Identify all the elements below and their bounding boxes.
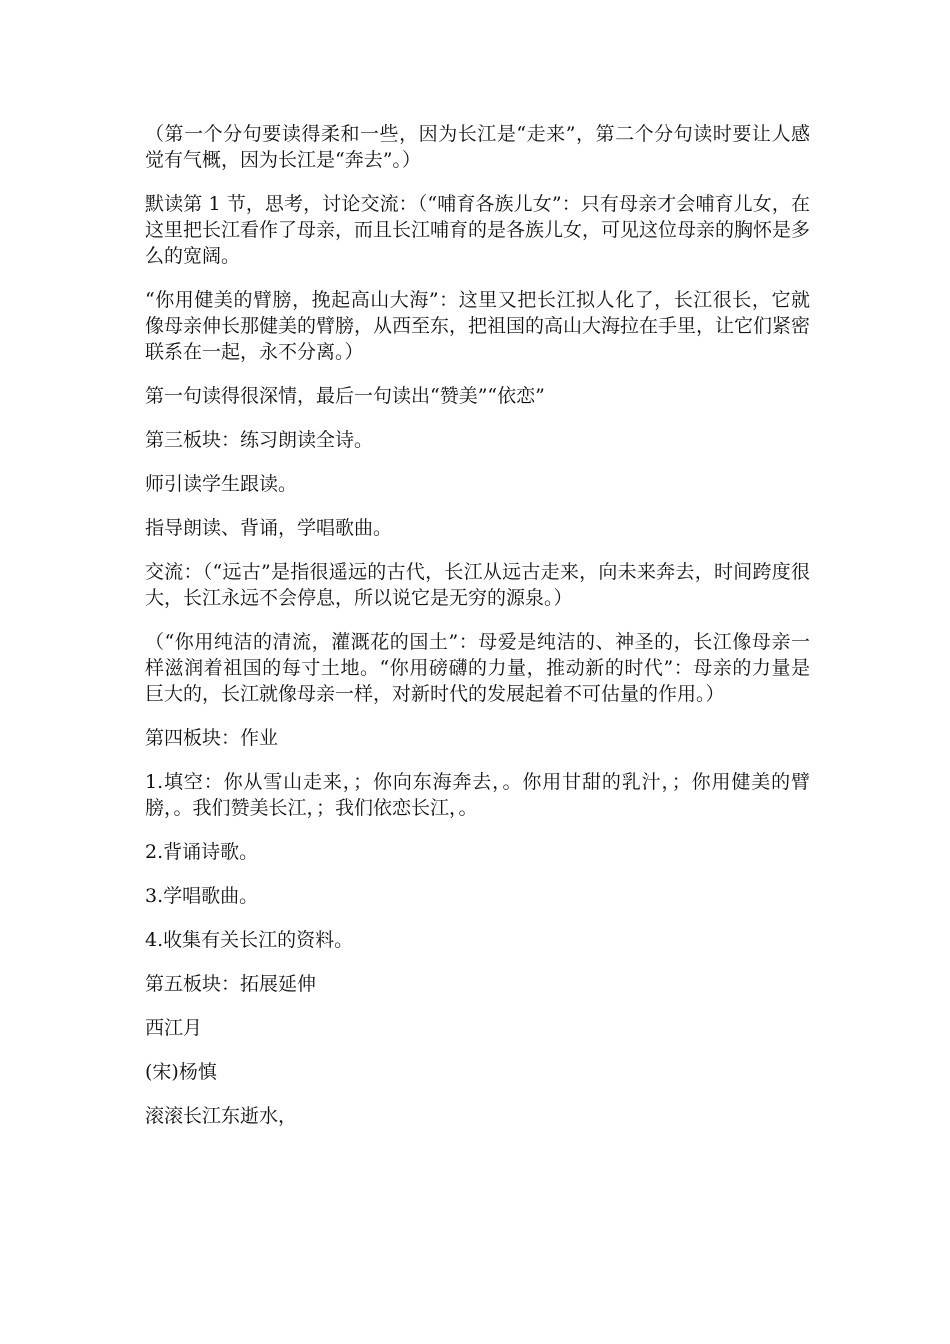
document-body <box>145 121 810 1147</box>
poem-title: 西江月 <box>145 1017 203 1039</box>
homework-item-2: 2.背诵诗歌。 <box>145 841 259 863</box>
paragraph-guided-reading: 指导朗读、背诵，学唱歌曲。 <box>145 517 393 539</box>
paragraph-teacher-led-reading: 师引读学生跟读。 <box>145 473 298 495</box>
section-heading-part-five: 第五板块：拓展延伸 <box>145 973 317 995</box>
paragraph-reading-tone: 第一句读得很深情，最后一句读出“赞美”“依恋” <box>145 385 545 407</box>
paragraph-ancient-times: 交流：（“远古”是指很遥远的古代，长江从远古走来，向未来奔去，时间跨度很大，长江永远不会停息，所以说它是无穷的源泉。） <box>145 561 810 609</box>
paragraph-silent-reading: 默读第 1 节，思考，讨论交流：（“哺育各族儿女”：只有母亲才会哺育儿女，在这里把长江看作了母亲，而且长江哺育的是各族儿女，可见这位母亲的胸怀是多么的宽阔。 <box>145 193 811 267</box>
homework-item-3: 3.学唱歌曲。 <box>145 885 259 907</box>
poem-author: (宋)杨慎 <box>145 1061 217 1083</box>
homework-item-1: 1.填空：你从雪山走来，；你向东海奔去，。你用甘甜的乳汁，；你用健美的臂膀，。我们赞美长江，；我们依恋长江，。 <box>145 771 810 819</box>
poem-line-1: 滚滚长江东逝水， <box>145 1105 298 1127</box>
paragraph-reading-note: （第一个分句要读得柔和一些，因为长江是“走来”，第二个分句读时要让人感觉有气概，因为长江是“奔去”。） <box>145 123 810 171</box>
paragraph-arms-explanation: “你用健美的臂膀，挽起高山大海”：这里又把长江拟人化了，长江很长，它就像母亲伸长那健美的臂膀，从西至东，把祖国的高山大海拉在手里，让它们紧密联系在一起，永不分离。） <box>145 289 811 363</box>
homework-item-4: 4.收集有关长江的资料。 <box>145 929 354 951</box>
paragraph-pure-stream: （“你用纯洁的清流，灌溉花的国土”：母爱是纯洁的、神圣的，长江像母亲一样滋润着祖国的每寸土地。“你用磅礴的力量，推动新的时代”：母亲的力量是巨大的，长江就像母亲一样，对新时代的发展起着不可估量的作用。） <box>145 631 810 705</box>
section-heading-part-three: 第三板块：练习朗读全诗。 <box>145 429 374 451</box>
section-heading-part-four: 第四板块：作业 <box>145 727 279 749</box>
